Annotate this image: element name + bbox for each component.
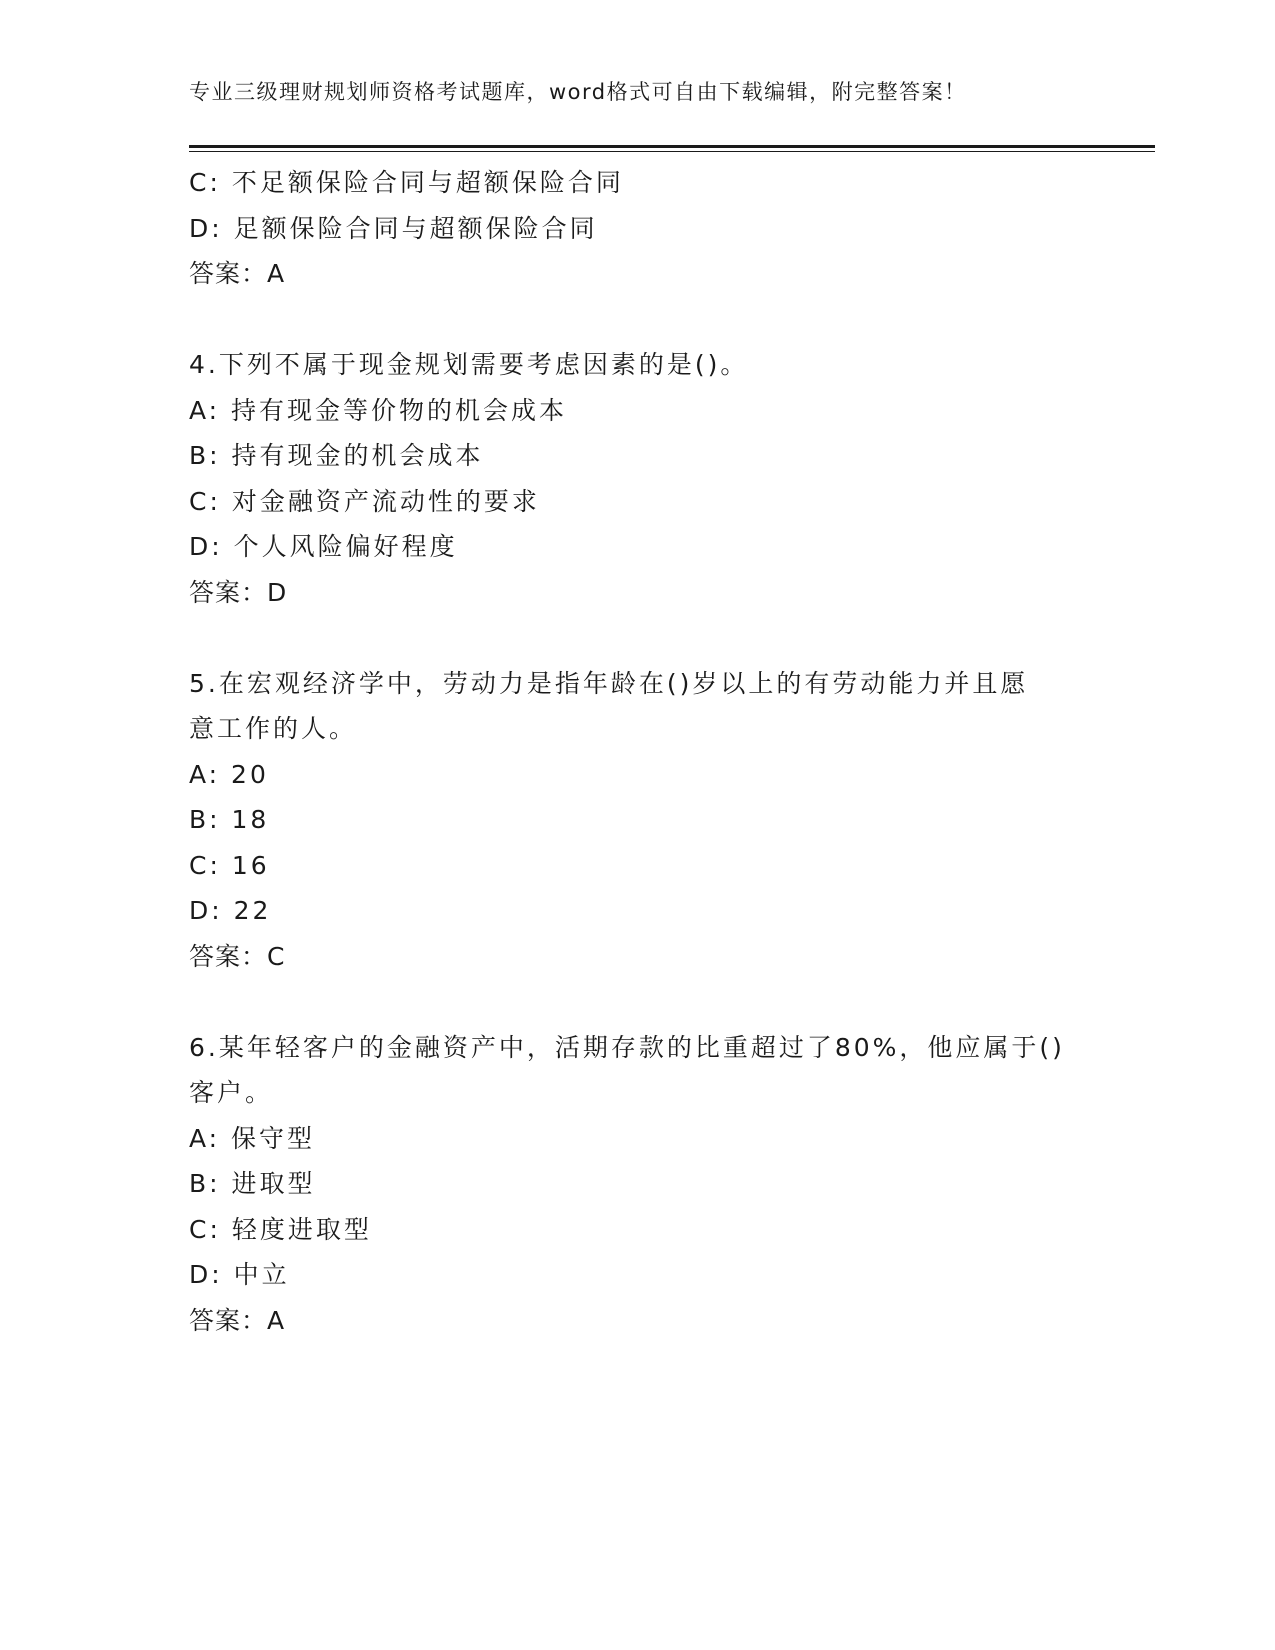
question-stem-line-2: 客户。 bbox=[189, 1078, 274, 1107]
option-a bbox=[189, 1116, 1089, 1162]
option-label: B: bbox=[189, 441, 221, 470]
option-text: 22 bbox=[233, 896, 272, 925]
option-text: 对金融资产流动性的要求 bbox=[231, 486, 540, 516]
option-text: 个人风险偏好程度 bbox=[233, 532, 458, 561]
option-c bbox=[189, 479, 1089, 525]
answer-line: 答案：D bbox=[189, 577, 288, 607]
option-label: B: bbox=[189, 1169, 221, 1198]
option-b bbox=[189, 433, 1089, 479]
question-6 bbox=[189, 1025, 1089, 1344]
option-a bbox=[189, 752, 1089, 798]
option-text: 20 bbox=[231, 759, 269, 789]
question-stem-line-1: 5.在宏观经济学中，劳动力是指年龄在()岁以上的有劳动能力并且愿 bbox=[189, 668, 1029, 698]
page-header: 专业三级理财规划师资格考试题库，word格式可自由下载编辑，附完整答案！ bbox=[189, 80, 967, 104]
answer-line: 答案：A bbox=[189, 259, 286, 288]
option-d bbox=[189, 1252, 1089, 1298]
option-text: 轻度进取型 bbox=[231, 1214, 372, 1244]
header-rule-thin bbox=[189, 151, 1155, 152]
option-d bbox=[189, 524, 1089, 570]
option-d bbox=[189, 888, 1089, 934]
option-label: C: bbox=[189, 168, 221, 197]
option-a bbox=[189, 388, 1089, 434]
option-text: 不足额保险合同与超额保险合同 bbox=[231, 168, 624, 197]
option-label: C: bbox=[189, 850, 221, 880]
question-stem-line-1: 6.某年轻客户的金融资产中，活期存款的比重超过了80%，他应属于() bbox=[189, 1032, 1065, 1062]
spacer bbox=[189, 979, 1089, 1025]
option-label: D: bbox=[189, 213, 223, 243]
option-text: 持有现金的机会成本 bbox=[231, 441, 484, 470]
option-c bbox=[189, 1207, 1089, 1253]
option-c bbox=[189, 160, 1089, 206]
question-list bbox=[189, 160, 1089, 1343]
question-3-tail bbox=[189, 160, 1089, 297]
option-text: 足额保险合同与超额保险合同 bbox=[233, 213, 598, 243]
option-b bbox=[189, 1161, 1089, 1207]
spacer bbox=[189, 615, 1089, 661]
option-text: 进取型 bbox=[231, 1169, 316, 1198]
spacer bbox=[189, 297, 1089, 343]
option-label: D: bbox=[189, 896, 223, 925]
option-text: 16 bbox=[231, 850, 270, 880]
answer-line: 答案：C bbox=[189, 941, 286, 971]
option-label: C: bbox=[189, 486, 221, 516]
question-stem: 4.下列不属于现金规划需要考虑因素的是()。 bbox=[189, 350, 749, 379]
option-text: 18 bbox=[231, 805, 270, 834]
header-rule-thick bbox=[189, 145, 1155, 148]
option-label: C: bbox=[189, 1214, 221, 1244]
option-c bbox=[189, 843, 1089, 889]
option-d bbox=[189, 206, 1089, 252]
option-label: D: bbox=[189, 1260, 223, 1289]
option-label: D: bbox=[189, 532, 223, 561]
option-label: A: bbox=[189, 1123, 221, 1153]
question-5 bbox=[189, 661, 1089, 980]
option-b bbox=[189, 797, 1089, 843]
option-label: B: bbox=[189, 805, 221, 834]
option-text: 中立 bbox=[233, 1260, 290, 1289]
option-label: A: bbox=[189, 759, 221, 789]
option-label: A: bbox=[189, 395, 221, 425]
question-4 bbox=[189, 342, 1089, 615]
option-text: 持有现金等价物的机会成本 bbox=[231, 395, 568, 425]
option-text: 保守型 bbox=[231, 1123, 316, 1153]
question-stem-line-2: 意工作的人。 bbox=[189, 714, 358, 743]
answer-line: 答案：A bbox=[189, 1305, 286, 1335]
